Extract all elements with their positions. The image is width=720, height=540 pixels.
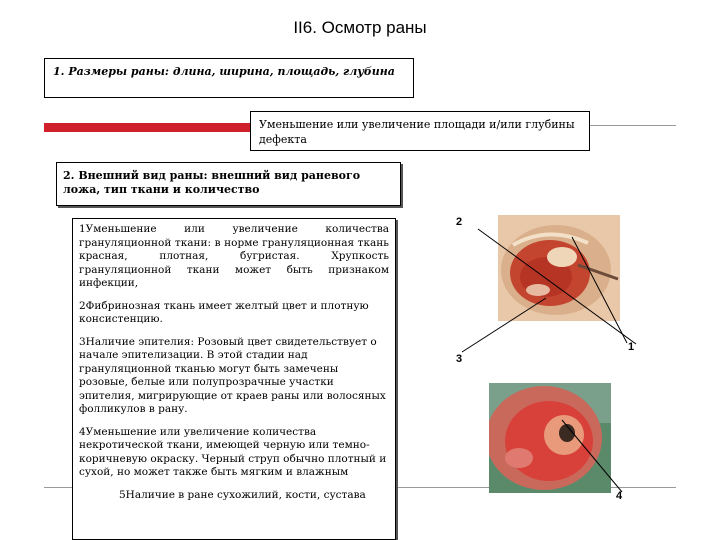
paragraph-epithelium: 3Наличие эпителия: Розовый цвет свидетельствует о начале эпителизации. В этой стадии над грануляционной тканью могут быть замечены розовые, белые или полупрозрачные участки эпителия, мигрирующие от краев раны или волосяных фолликулов в рану.: [79, 335, 386, 415]
label-4: 4: [616, 490, 623, 502]
connector-4: [562, 420, 622, 492]
connector-3: [462, 298, 546, 352]
connector-1: [572, 237, 627, 343]
wound-appearance-text: 2. Внешний вид раны: внешний вид раневого ложа, тип ткани и количество: [63, 169, 361, 196]
paragraph-granulation: 1Уменьшение или увеличение количества грануляционной ткани: в норме грануляционная ткань красная, плотная, бугристая. Хрупкость грануляционной ткани может быть признаком инфекции,: [79, 223, 389, 289]
area-change-text: Уменьшение или увеличение площади и/или глубины дефекта: [259, 118, 575, 146]
label-2: 2: [456, 216, 463, 228]
paragraph-necrosis: 4Уменьшение или увеличение количества некротической ткани, имеющей черную или темно-коричневую окраску. Черный струп обычно плотный и сухой, но может также быть мягким и влажным: [79, 425, 387, 478]
paragraph-fibrin: 2Фибринозная ткань имеет желтый цвет и плотную консистенцию.: [79, 299, 369, 325]
slide-title: II6. Осмотр раны: [293, 18, 427, 37]
label-3: 3: [456, 353, 463, 365]
paragraph-structures: 5Наличие в ране сухожилий, кости, сустава: [119, 488, 366, 501]
wound-size-text: 1. Размеры раны: длина, ширина, площадь, глубина: [53, 65, 395, 78]
label-1: 1: [628, 341, 635, 353]
